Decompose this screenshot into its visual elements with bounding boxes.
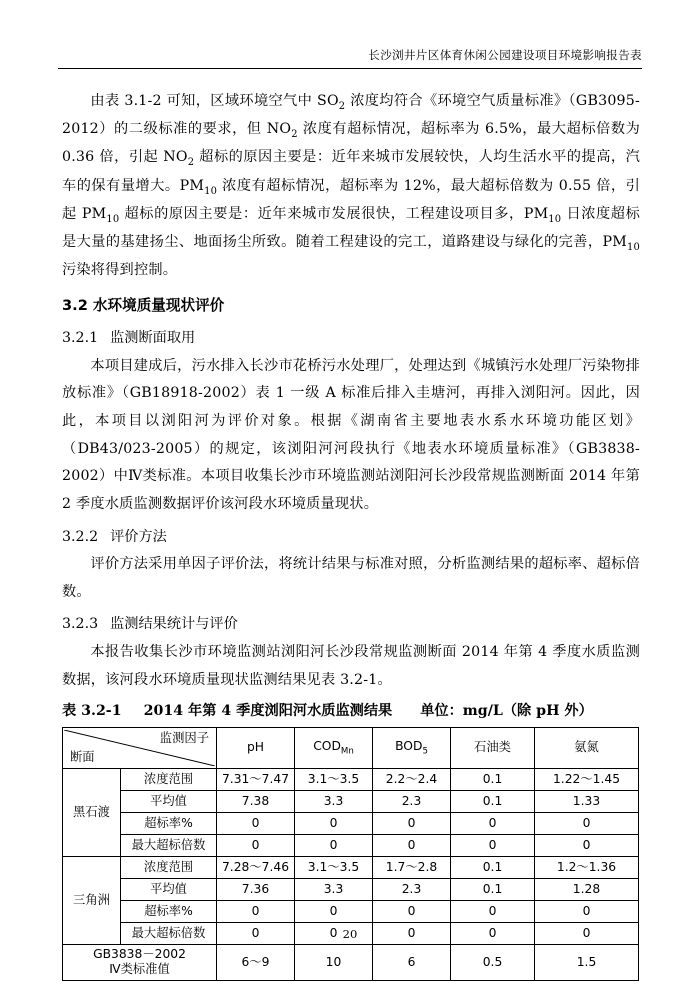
p1-sub-pm10-3: 10 xyxy=(548,213,562,225)
row-label-exceed-rate-2: 超标率% xyxy=(121,900,217,922)
row-label-range-1: 浓度范围 xyxy=(121,768,217,790)
bod-main: BOD xyxy=(395,738,423,753)
cell-g0r3c1: 0 xyxy=(295,834,373,856)
page-content xyxy=(62,88,640,981)
subsection-heading-3-2-1 xyxy=(62,324,640,352)
cell-g1r2c2: 0 xyxy=(373,900,451,922)
p1-sub-no2-2: 2 xyxy=(187,157,195,169)
cell-g0r1c0: 7.38 xyxy=(217,790,295,812)
subsection-heading-3-2-2 xyxy=(62,523,640,551)
paragraph-3-2-3-body: 本报告收集长沙市环境监测站浏阳河长沙段常规监测断面 2014 年第 4 季度水质监测数据，该河段水环境质量现状监测结果见表 3.2-1。 xyxy=(62,643,640,688)
p1-seg-i: 浓度有超标情况，超标率为 12%，最大超标倍数为 0.55 倍，引起 PM xyxy=(62,177,641,222)
cell-g0r2c2: 0 xyxy=(373,812,451,834)
cell-g0r0c2: 2.2～2.4 xyxy=(373,768,451,790)
table-col-header-cod xyxy=(295,727,373,768)
cell-g1r1c3: 0.1 xyxy=(451,878,535,900)
subsection-number-3-2-1: 3.2.1 xyxy=(62,330,99,347)
p1-seg-m: 日浓度超标是大量的基建扬尘、地面扬尘所致。随着工程建设的完工，道路建设与绿化的完善，PM xyxy=(62,205,640,251)
cell-g0r0c3: 0.1 xyxy=(451,768,535,790)
cell-g1r3c3: 0 xyxy=(451,922,535,944)
water-quality-table xyxy=(62,727,639,981)
cod-main: COD xyxy=(313,738,341,753)
table-standard-row xyxy=(63,944,639,980)
cell-g0r3c0: 0 xyxy=(217,834,295,856)
subsection-title-3-2-2: 评价方法 xyxy=(110,528,167,545)
cell-g0r2c1: 0 xyxy=(295,812,373,834)
p1-seg-o: 污染将得到控制。 xyxy=(62,262,178,279)
table-caption-number: 表 3.2-1 xyxy=(62,703,122,720)
cell-g0r2c0: 0 xyxy=(217,812,295,834)
row-label-range-2: 浓度范围 xyxy=(121,856,217,878)
cell-g1r1c2: 2.3 xyxy=(373,878,451,900)
standard-label-line1: GB3838－2002 xyxy=(93,946,186,961)
cell-g0r0c4: 1.22～1.45 xyxy=(535,768,639,790)
header-divider xyxy=(58,68,642,69)
p1-seg-c: 浓度均符合《环境空气质量标准》（GB3095-2012）的二级标准的要求，但 NO xyxy=(62,93,640,138)
p1-seg-e: 浓度有超标情况，超标率为 6.5%，最大超标倍数为 0.36 倍，引起 NO xyxy=(62,121,641,166)
row-label-avg-2: 平均值 xyxy=(121,878,217,900)
group-label-sanjiaozhou: 三角洲 xyxy=(63,856,121,944)
cell-g1r1c4: 1.28 xyxy=(535,878,639,900)
cell-g1r3c0: 0 xyxy=(217,922,295,944)
cell-g0r1c2: 2.3 xyxy=(373,790,451,812)
cell-g1r2c4: 0 xyxy=(535,900,639,922)
table-col-header-bod xyxy=(373,727,451,768)
paragraph-air-quality xyxy=(62,88,640,285)
page-number: 20 xyxy=(342,927,358,941)
cell-g0r0c0: 7.31～7.47 xyxy=(217,768,295,790)
p1-sub-pm10-4: 10 xyxy=(626,241,640,253)
table-row xyxy=(63,768,639,790)
group-label-heishidu: 黑石渡 xyxy=(63,768,121,856)
table-corner-cell xyxy=(63,727,217,768)
p1-sub-pm10-2: 10 xyxy=(106,213,120,225)
cell-std-ammonia: 1.5 xyxy=(535,944,639,980)
cell-g0r0c1: 3.1～3.5 xyxy=(295,768,373,790)
p1-seg-a: 由表 3.1-2 可知，区域环境空气中 SO xyxy=(90,93,339,109)
table-col-header-ph: pH xyxy=(217,727,295,768)
p1-sub-so2: 2 xyxy=(338,100,346,112)
cell-g1r1c0: 7.36 xyxy=(217,878,295,900)
paragraph-3-2-1-body: 本项目建成后，污水排入长沙市花桥污水处理厂，处理达到《城镇污水处理厂污染物排放标准》（GB18918-2002）表 1 一级 A 标准后排入圭塘河，再排入浏阳河。因此，因此，本项目以浏阳河为评价对象。根据《湖南省主要地表水系水环境功能区划》（DB43/023-2005）的规定，该浏阳河河段执行《地表水环境质量标准》（GB3838-2002）中Ⅳ类标准。本项目收集长沙市环境监测站浏阳河长沙段常规监测断面 2014 年第 2 季度水质监测数据评价该河段水环境质量现状。 xyxy=(62,357,640,512)
row-label-max-exceed-2: 最大超标倍数 xyxy=(121,922,217,944)
cell-g0r1c1: 3.3 xyxy=(295,790,373,812)
table-caption-unit: 单位：mg/L（除 pH 外） xyxy=(420,703,593,720)
cell-g1r0c0: 7.28～7.46 xyxy=(217,856,295,878)
cell-g1r3c1: 0 xyxy=(295,922,373,944)
cell-g1r0c4: 1.2～1.36 xyxy=(535,856,639,878)
standard-label-line2: Ⅳ类标准值 xyxy=(109,962,170,977)
cell-g1r2c1: 0 xyxy=(295,900,373,922)
corner-label-factor: 监测因子 xyxy=(159,730,209,745)
cell-g1r3c4: 0 xyxy=(535,922,639,944)
row-label-max-exceed-1: 最大超标倍数 xyxy=(121,834,217,856)
bod-sub: 5 xyxy=(422,746,428,757)
cell-g1r0c3: 0.1 xyxy=(451,856,535,878)
cell-g1r1c1: 3.3 xyxy=(295,878,373,900)
cell-g0r2c3: 0 xyxy=(451,812,535,834)
table-row xyxy=(63,790,639,812)
subsection-title-3-2-3: 监测结果统计与评价 xyxy=(110,616,238,633)
p1-seg-g: 超标的原因主要是：近年来城市发展较快，人均生活水平的提高，汽车的保有量增大。PM xyxy=(62,149,640,194)
p1-sub-pm10-1: 10 xyxy=(204,185,218,197)
table-row xyxy=(63,812,639,834)
subsection-number-3-2-2: 3.2.2 xyxy=(62,528,99,545)
table-caption-title: 2014 年第 4 季度浏阳河水质监测结果 xyxy=(143,703,393,720)
corner-label-section: 断面 xyxy=(70,749,95,764)
section-heading-3-2: 3.2 水环境质量现状评价 xyxy=(62,296,225,314)
cell-g0r3c2: 0 xyxy=(373,834,451,856)
subsection-number-3-2-3: 3.2.3 xyxy=(62,616,99,633)
cell-g1r2c3: 0 xyxy=(451,900,535,922)
row-label-exceed-rate-1: 超标率% xyxy=(121,812,217,834)
page-header: 长沙浏井片区体育休闲公园建设项目环境影响报告表 xyxy=(368,48,642,62)
cell-g1r3c2: 0 xyxy=(373,922,451,944)
row-label-avg-1: 平均值 xyxy=(121,790,217,812)
table-row xyxy=(63,878,639,900)
cell-std-ph: 6～9 xyxy=(217,944,295,980)
table-col-header-ammonia: 氨氮 xyxy=(535,727,639,768)
cell-g0r1c3: 0.1 xyxy=(451,790,535,812)
cell-g0r1c4: 1.33 xyxy=(535,790,639,812)
cell-g1r0c2: 1.7～2.8 xyxy=(373,856,451,878)
table-row xyxy=(63,900,639,922)
cell-std-bod: 6 xyxy=(373,944,451,980)
p1-seg-k: 超标的原因主要是：近年来城市发展很快，工程建设项目多，PM xyxy=(119,205,549,222)
cell-std-oil: 0.5 xyxy=(451,944,535,980)
table-col-header-oil: 石油类 xyxy=(451,727,535,768)
cell-std-cod: 10 xyxy=(295,944,373,980)
table-row xyxy=(63,856,639,878)
standard-label-cell xyxy=(63,944,217,980)
paragraph-3-2-2-body: 评价方法采用单因子评价法，将统计结果与标准对照，分析监测结果的超标率、超标倍数。 xyxy=(62,556,640,600)
cell-g1r0c1: 3.1～3.5 xyxy=(295,856,373,878)
table-row xyxy=(63,834,639,856)
p1-sub-no2-1: 2 xyxy=(291,129,298,141)
cell-g0r3c3: 0 xyxy=(451,834,535,856)
cell-g0r3c4: 0 xyxy=(535,834,639,856)
table-header-row xyxy=(63,727,639,768)
subsection-title-3-2-1: 监测断面取用 xyxy=(110,330,196,347)
table-caption xyxy=(62,700,640,723)
cell-g1r2c0: 0 xyxy=(217,900,295,922)
cell-g0r2c4: 0 xyxy=(535,812,639,834)
subsection-heading-3-2-3 xyxy=(62,610,640,638)
cod-sub: Mn xyxy=(340,746,354,757)
